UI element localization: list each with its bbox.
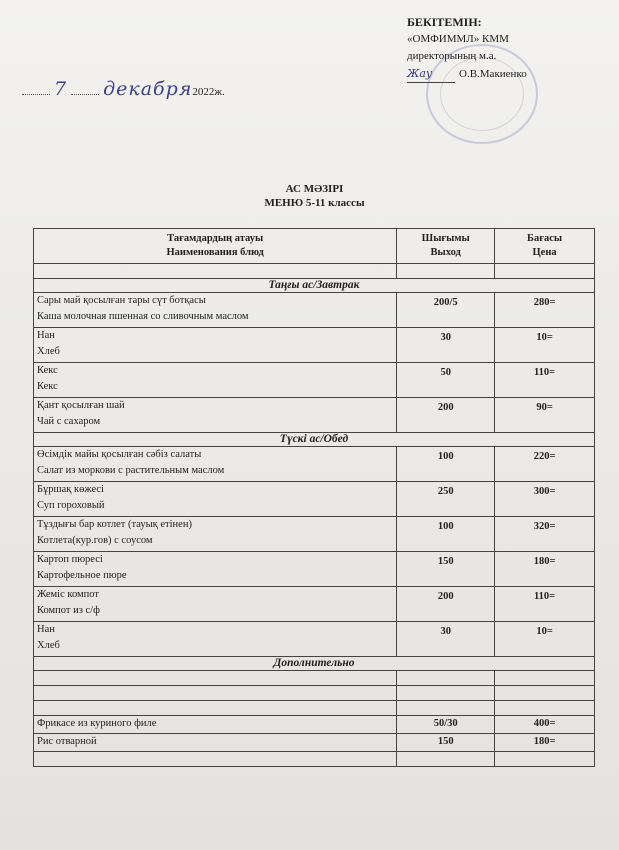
- approval-block: [407, 14, 607, 83]
- header-name: Тағамдардың атауы Наименования блюд: [34, 229, 397, 264]
- title-ru: МЕНЮ 5-11 классы: [264, 197, 365, 209]
- approval-org: «ОМФИММЛ» КММ: [407, 33, 509, 45]
- table-row: [34, 686, 595, 701]
- table-row: Нан Хлеб 30 10=: [34, 328, 595, 363]
- table-row: [34, 264, 595, 279]
- table-row: [34, 752, 595, 767]
- table-row: Жеміс компот Компот из с/ф 200 110=: [34, 587, 595, 622]
- table-row: Нан Хлеб 30 10=: [34, 622, 595, 657]
- table-header-row: [34, 229, 595, 264]
- approval-title: БЕКІТЕМІН:: [407, 15, 482, 29]
- table-row: Рис отварной 150 180=: [34, 734, 595, 752]
- document-date: [18, 78, 225, 100]
- table-row: Өсімдік майы қосылған сәбіз салаты Салат из моркови с растительным маслом 100 220=: [34, 447, 595, 482]
- table-row: Кекс Кекс 50 110=: [34, 363, 595, 398]
- table-row: Бұршақ көжесі Суп гороховый 250 300=: [34, 482, 595, 517]
- title-kz: АС МӘЗІРІ: [285, 183, 344, 195]
- date-month: декабря: [103, 78, 193, 100]
- table-row: [34, 671, 595, 686]
- table-row: Картоп пюресі Картофельное пюре 150 180=: [34, 552, 595, 587]
- date-year: 2022ж.: [192, 86, 225, 98]
- approver-name: О.В.Макиенко: [459, 68, 527, 80]
- table-row: [34, 701, 595, 716]
- page-title: [0, 182, 619, 210]
- section-lunch: Түскі ас/Обед: [34, 433, 595, 447]
- approval-role: директорының м.а.: [407, 50, 497, 62]
- table-row: Тұздығы бар котлет (тауық етінен) Котлета(кур.гов) с соусом 100 320=: [34, 517, 595, 552]
- menu-table: [33, 228, 595, 767]
- signature-line: [407, 65, 607, 83]
- date-line: [22, 94, 50, 95]
- table-row: Фрикасе из куриного филе 50/30 400=: [34, 716, 595, 734]
- table-row: Қант қосылған шай Чай с сахаром 200 90=: [34, 398, 595, 433]
- section-extra: Дополнительно: [34, 657, 595, 671]
- date-day: 7: [54, 78, 68, 100]
- signature: Жау: [407, 65, 455, 83]
- header-output: Шығымы Выход: [397, 229, 495, 264]
- header-price: Бағасы Цена: [495, 229, 595, 264]
- table-row: Сары май қосылған тары сүт ботқасы Каша молочная пшенная со сливочным маслом 200/5 280=: [34, 293, 595, 328]
- section-breakfast: Таңғы ас/Завтрак: [34, 279, 595, 293]
- date-line: [71, 94, 99, 95]
